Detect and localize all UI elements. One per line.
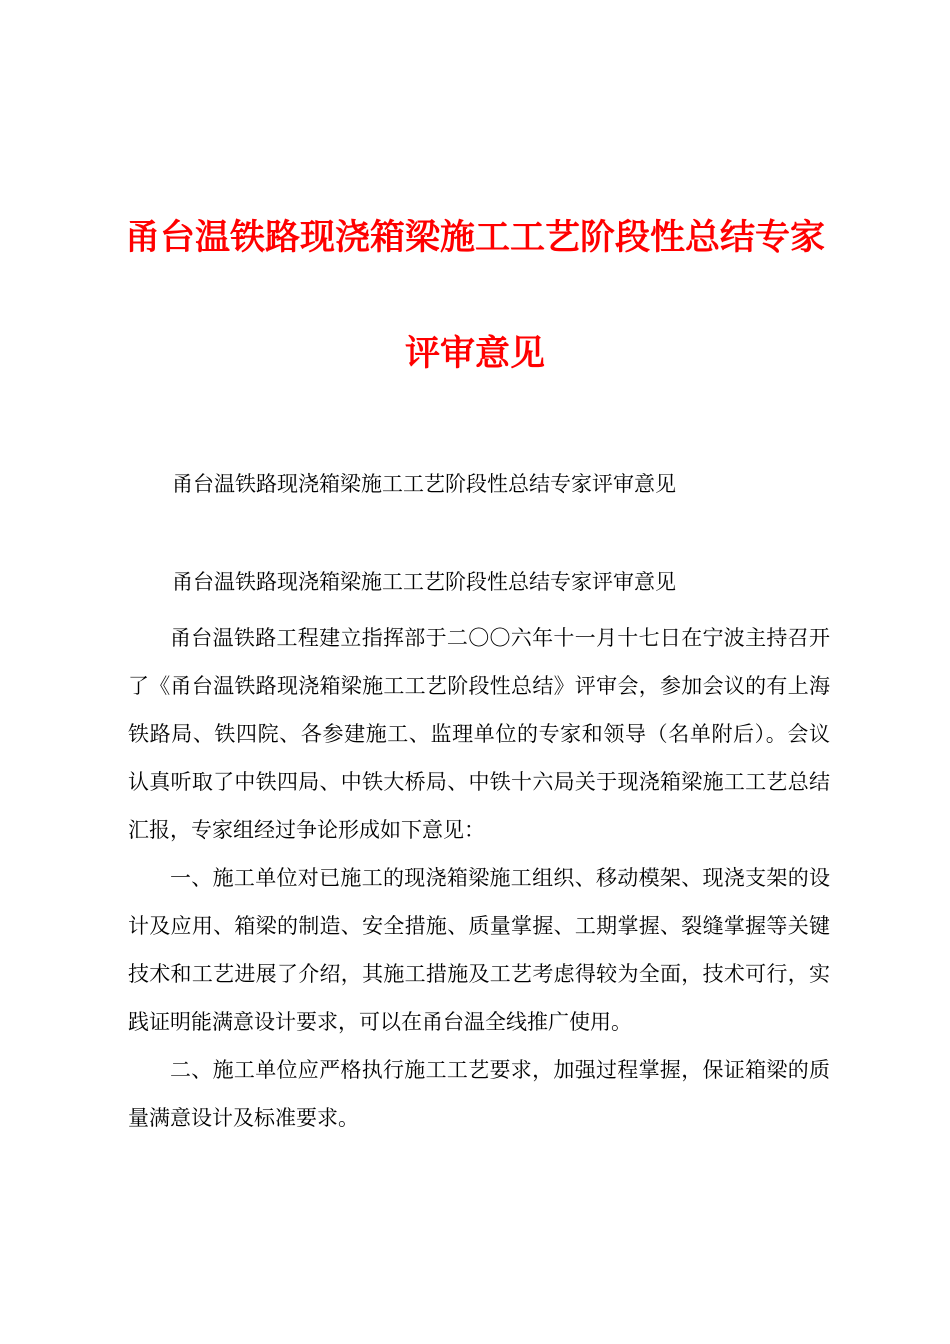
document-title-line-2: 评审意见 xyxy=(404,334,545,374)
document-subtitle-1: 甬台温铁路现浇箱梁施工工艺阶段性总结专家评审意见 xyxy=(172,472,676,496)
body-paragraph-opinion-1: 一、施工单位对已施工的现浇箱梁施工组织、移动模架、现浇支架的设计及应用、箱梁的制造、安全措施、质量掌握、工期掌握、裂缝掌握等关键技术和工艺进展了介绍，其施工措施及工艺考虑得较为全面，技术可行，实践证明能满意设计要求，可以在甬台温全线推广使用。 xyxy=(128,866,830,1034)
body-paragraph-intro: 甬台温铁路工程建立指挥部于二〇〇六年十一月十七日在宁波主持召开了《甬台温铁路现浇箱梁施工工艺阶段性总结》评审会，参加会议的有上海铁路局、铁四院、各参建施工、监理单位的专家和领导（名单附后）。会议认真听取了中铁四局、中铁大桥局、中铁十六局关于现浇箱梁施工工艺总结汇报，专家组经过争论形成如下意见： xyxy=(128,626,830,842)
document-body xyxy=(128,614,830,1142)
document-subtitle-2: 甬台温铁路现浇箱梁施工工艺阶段性总结专家评审意见 xyxy=(172,570,676,594)
body-paragraph-opinion-2: 二、施工单位应严格执行施工工艺要求，加强过程掌握，保证箱梁的质量满意设计及标准要求。 xyxy=(128,1058,830,1130)
document-title-line-1: 甬台温铁路现浇箱梁施工工艺阶段性总结专家 xyxy=(124,218,825,258)
